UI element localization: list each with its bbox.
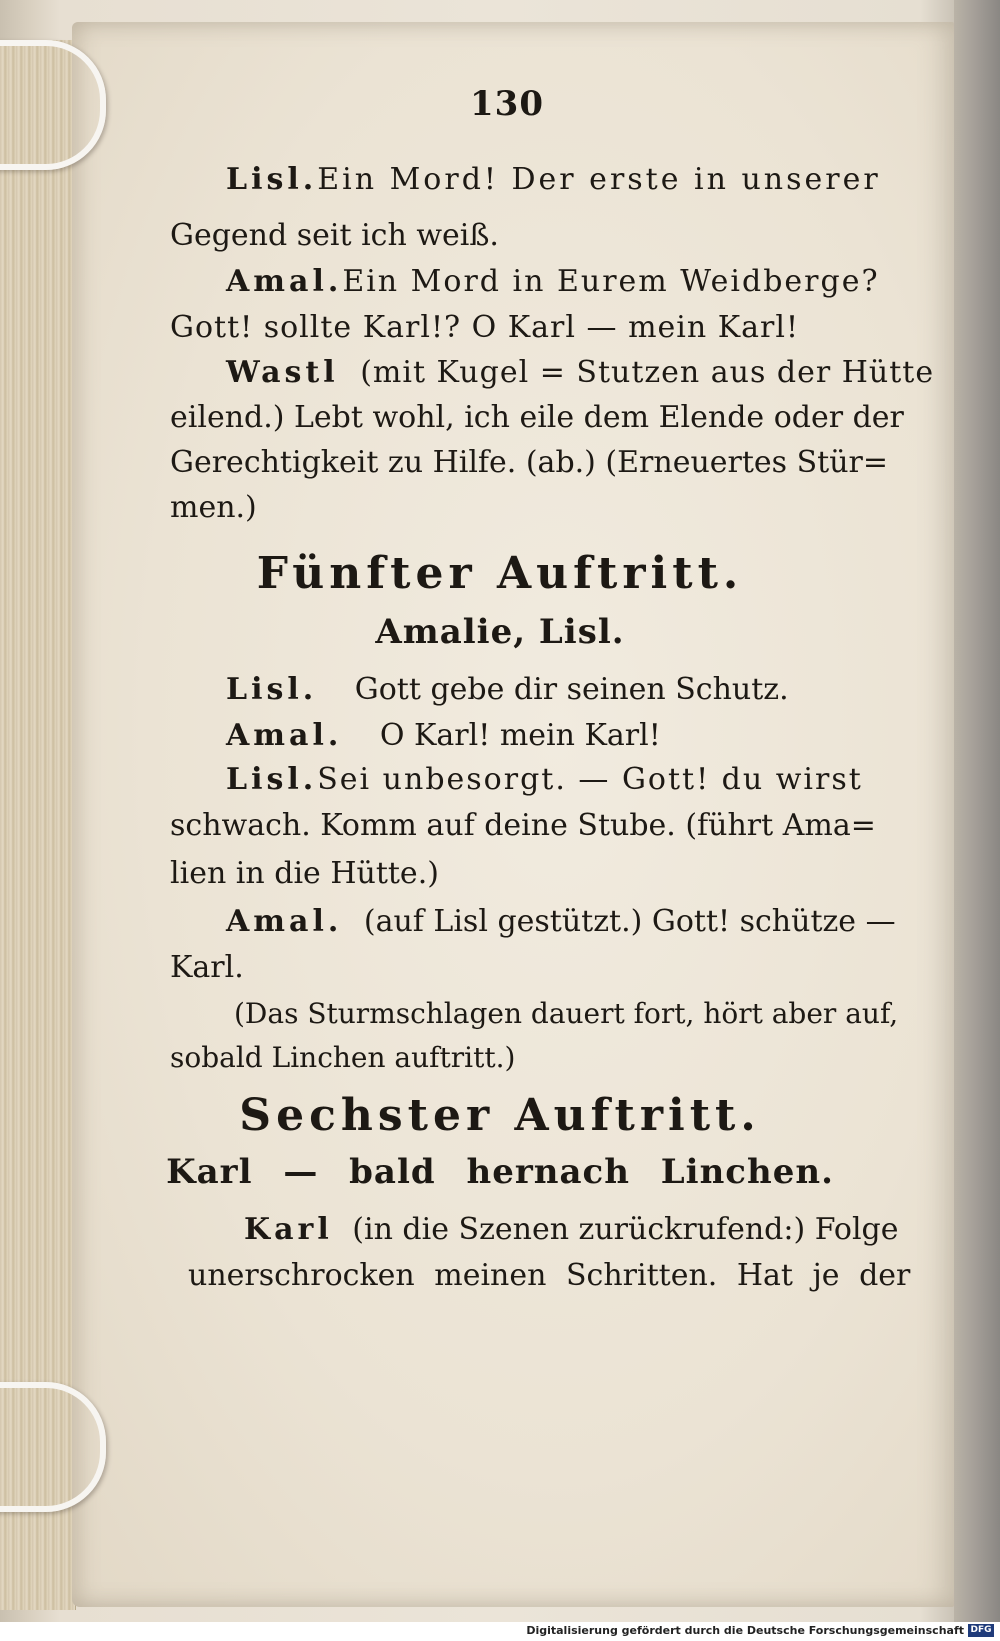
- dialogue-line: [188, 1258, 910, 1294]
- line-text: Gott gebe dir seinen Schutz.: [354, 672, 789, 707]
- line-text: O Karl! mein Karl!: [379, 718, 661, 753]
- dialogue-line: [226, 162, 881, 198]
- line-text: Gegend seit ich weiß.: [170, 218, 499, 253]
- page-clip-top: [0, 40, 106, 170]
- dialogue-line: [170, 808, 876, 844]
- dialogue-line: [170, 445, 888, 481]
- dialogue-line: [170, 856, 439, 892]
- dialogue-line: [226, 762, 863, 798]
- speaker-name: Amal.: [226, 904, 343, 939]
- line-text: (auf Lisl gestützt.) Gott! schütze —: [363, 904, 896, 939]
- dialogue-line: [170, 400, 904, 436]
- footer-credit: Digitalisierung gefördert durch die Deutsche Forschungsgemeinschaft: [526, 1624, 964, 1637]
- stage-direction: [234, 996, 898, 1032]
- speaker-name: Amal.: [226, 718, 343, 753]
- dialogue-line: [170, 490, 257, 526]
- speaker-name: Lisl.: [226, 162, 318, 197]
- speaker-name: Wastl: [226, 355, 339, 390]
- line-text: (mit Kugel = Stutzen aus der Hütte: [360, 355, 935, 390]
- line-text: (in die Szenen zurückrufend:) Folge: [352, 1212, 899, 1247]
- page-number: 130: [470, 84, 544, 124]
- page-clip-bottom: [0, 1382, 106, 1512]
- stage-direction: [170, 1040, 515, 1076]
- dialogue-line: [226, 904, 896, 940]
- line-text: sobald Linchen auftritt.): [170, 1041, 516, 1074]
- dialogue-line: [170, 310, 799, 346]
- line-text: Ein Mord! Der erste in unserer: [317, 162, 881, 197]
- dialogue-line: [244, 1212, 899, 1248]
- dialogue-line: [226, 718, 661, 754]
- dialogue-line: [226, 264, 880, 300]
- dialogue-line: [170, 218, 499, 254]
- line-text: Sei unbesorgt. — Gott! du wirst: [317, 762, 863, 797]
- line-text: schwach. Komm auf deine Stube. (führt Ama=: [170, 808, 876, 843]
- line-text: (Das Sturmschlagen dauert fort, hört aber auf,: [234, 997, 899, 1030]
- scene-title: Sechster Auftritt.: [239, 1090, 761, 1141]
- line-text: Ein Mord in Eurem Weidberge?: [342, 264, 880, 299]
- speaker-name: Lisl.: [226, 762, 318, 797]
- line-text: Karl.: [170, 950, 244, 985]
- dfg-logo: DFG: [968, 1624, 994, 1637]
- scene-characters: Karl — bald hernach Linchen.: [166, 1152, 834, 1192]
- scene-characters: Amalie, Lisl.: [375, 612, 625, 652]
- dialogue-line: [226, 672, 789, 708]
- speaker-name: Amal.: [226, 264, 343, 299]
- page-edges: [0, 40, 76, 1610]
- speaker-name: Lisl.: [226, 672, 318, 707]
- dialogue-line: [226, 355, 934, 391]
- book-spine: [954, 0, 1000, 1622]
- line-text: Gott! sollte Karl!? O Karl — mein Karl!: [170, 310, 800, 345]
- speaker-name: Karl: [244, 1212, 333, 1247]
- line-text: Gerechtigkeit zu Hilfe. (ab.) (Erneuertes Stür=: [170, 445, 889, 480]
- line-text: lien in die Hütte.): [170, 856, 439, 891]
- dialogue-line: [170, 950, 244, 986]
- line-text: unerschrocken meinen Schritten. Hat je der: [188, 1258, 911, 1293]
- line-text: eilend.) Lebt wohl, ich eile dem Elende oder der: [170, 400, 904, 435]
- scene-title: Fünfter Auftritt.: [256, 548, 744, 599]
- line-text: men.): [170, 490, 257, 525]
